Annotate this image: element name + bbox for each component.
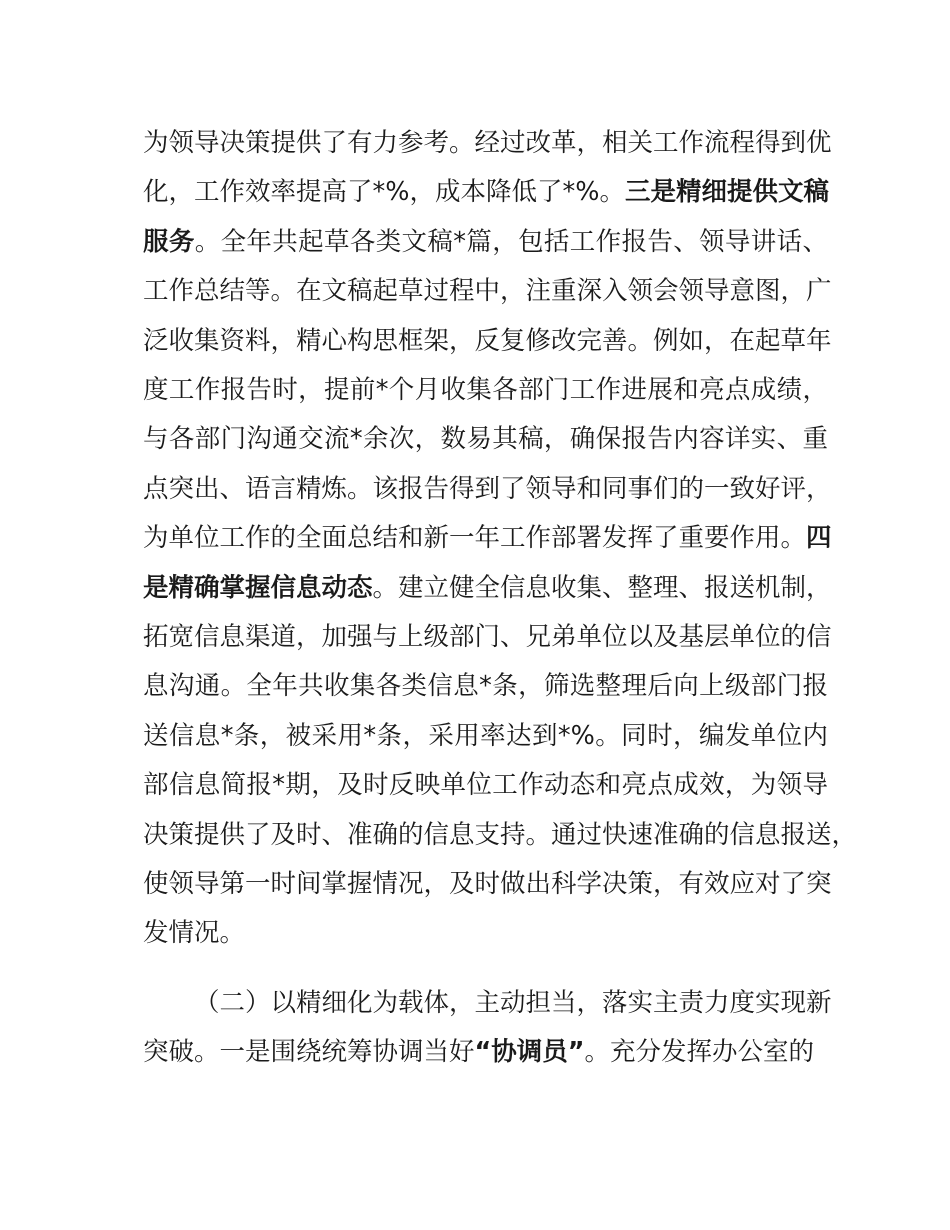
text-run: 部信息简报*期，及时反映单位工作动态和亮点成效，为领导 (143, 770, 828, 801)
text-line (143, 423, 828, 455)
bold-text: 三是精细提供文稿 (624, 177, 829, 208)
text-line (143, 522, 832, 554)
text-line (143, 226, 828, 258)
text-line (143, 176, 828, 208)
text-line (143, 473, 832, 505)
text-run: 化，工作效率提高了*%，成本降低了*%。 (143, 177, 625, 208)
text-line (143, 374, 828, 406)
text-line (143, 572, 832, 604)
text-run: 点突出、语言精炼。该报告得到了领导和同事们的一致好评， (143, 473, 832, 504)
text-run: 。充分发挥办公室的 (584, 1037, 815, 1068)
text-run: 送信息*条，被采用*条，采用率达到*%。同时，编发单位内 (143, 720, 828, 751)
text-run: 息沟通。全年共收集各类信息*条，筛选整理后向上级部门报 (143, 671, 828, 702)
text-run: 突破。一是围绕统筹协调当好 (143, 1037, 475, 1068)
text-run: 为领导决策提供了有力参考。经过改革，相关工作流程得到优 (143, 128, 832, 158)
bold-text: 四 (806, 523, 832, 554)
text-run: 发情况。 (143, 918, 246, 949)
text-line (143, 127, 832, 159)
text-line (194, 987, 832, 1019)
text-run: 工作总结等。在文稿起草过程中，注重深入领会领导意图，广 (143, 276, 832, 307)
text-run: 。建立健全信息收集、整理、报送机制， (372, 572, 832, 603)
bold-text: 服务 (143, 226, 195, 257)
text-run: 决策提供了及时、准确的信息支持。通过快速准确的信息报送， (143, 819, 858, 850)
text-line (143, 819, 858, 851)
bold-text: “协调员” (474, 1037, 585, 1068)
text-run: 度工作报告时，提前*个月收集各部门工作进展和亮点成绩， (143, 375, 828, 405)
text-line (143, 868, 832, 900)
text-run: 与各部门沟通交流*余次，数易其稿，确保报告内容详实、重 (143, 424, 828, 455)
text-line (143, 621, 832, 653)
text-run: 为单位工作的全面总结和新一年工作部署发挥了重要作用。 (143, 523, 807, 554)
text-run: 使领导第一时间掌握情况，及时做出科学决策，有效应对了突 (143, 869, 832, 899)
text-run: 泛收集资料，精心构思框架，反复修改完善。例如，在起草年 (143, 325, 832, 356)
text-line (143, 275, 832, 307)
bold-text: 是精确掌握信息动态 (143, 572, 373, 603)
text-line (143, 769, 828, 801)
text-run: （二）以精细化为载体，主动担当，落实主责力度实现新 (194, 988, 832, 1018)
text-line (143, 325, 832, 357)
text-line (143, 670, 828, 702)
text-line (143, 1036, 828, 1068)
text-run: 拓宽信息渠道，加强与上级部门、兄弟单位以及基层单位的信 (143, 622, 832, 652)
text-line (143, 720, 828, 752)
text-run: 。全年共起草各类文稿*篇，包括工作报告、领导讲话、 (194, 226, 828, 257)
text-line (143, 917, 828, 949)
